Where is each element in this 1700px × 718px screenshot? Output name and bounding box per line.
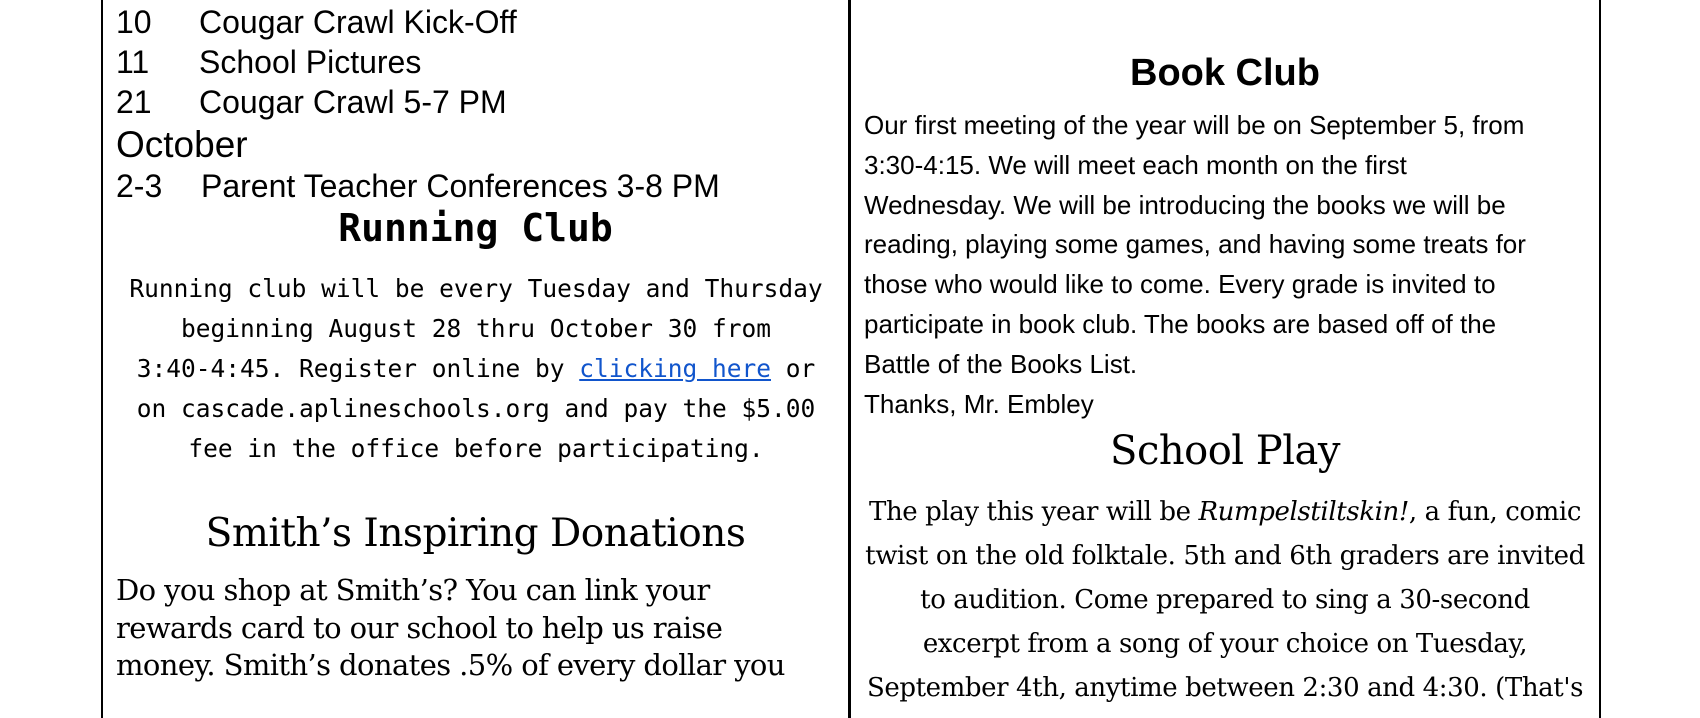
school-play-heading: School Play	[1110, 428, 1340, 474]
running-club-heading: Running Club	[338, 206, 613, 250]
school-play-line: excerpt from a song of your choice on Tuesday,	[922, 629, 1528, 659]
left-column	[101, 0, 850, 718]
smiths-line: Do you shop at Smith’s? You can link your	[116, 573, 710, 607]
calendar-event-row	[116, 166, 720, 206]
calendar-event-row	[116, 82, 507, 122]
clicking-here-link[interactable]: clicking here	[579, 354, 771, 383]
book-club-text	[864, 106, 1594, 424]
right-column	[850, 0, 1601, 718]
school-play-text	[851, 490, 1599, 710]
book-club-line: those who would like to come. Every grade is invited to	[864, 269, 1496, 300]
school-play-line: twist on the old folktale. 5th and 6th graders are invited	[865, 541, 1585, 571]
running-club-line	[115, 349, 837, 389]
book-club-line: Battle of the Books List.	[864, 348, 1138, 379]
event-day: 2-3	[116, 168, 163, 204]
smiths-text	[116, 572, 846, 685]
calendar-event-row	[116, 42, 422, 82]
running-club-line-text: or	[771, 354, 816, 383]
book-club-line: participate in book club. The books are based off of the	[864, 308, 1497, 339]
calendar-event-row	[116, 2, 517, 42]
calendar-list	[116, 2, 720, 206]
event-title: Cougar Crawl 5-7 PM	[199, 84, 507, 120]
running-club-line: on cascade.aplineschools.org and pay the $5.00	[136, 394, 816, 423]
book-club-line: Wednesday. We will be introducing the books we will be	[864, 189, 1506, 220]
running-club-line: Running club will be every Tuesday and Thursday	[129, 274, 823, 303]
event-title: Parent Teacher Conferences 3-8 PM	[201, 168, 720, 204]
running-club-line: fee in the office before participating.	[188, 434, 764, 463]
calendar-month-heading: October	[116, 124, 248, 165]
play-title-italic: Rumpelstiltskin!	[1198, 497, 1409, 527]
school-play-line: to audition. Come prepared to sing a 30-second	[920, 585, 1530, 615]
event-day: 10	[116, 4, 152, 40]
book-club-line: Our first meeting of the year will be on September 5, from	[864, 110, 1525, 140]
smiths-line: money. Smith’s donates .5% of every dollar you	[116, 648, 785, 682]
school-play-line-text: The play this year will be	[869, 497, 1199, 527]
book-club-line: reading, playing some games, and having some treats for	[864, 229, 1526, 260]
running-club-line-text: 3:40-4:45. Register online by	[136, 354, 580, 383]
school-play-line: September 4th, anytime between 2:30 and 4:30. (That's	[866, 673, 1584, 703]
book-club-heading: Book Club	[1130, 52, 1320, 94]
book-club-line: 3:30-4:15. We will meet each month on the first	[864, 149, 1407, 180]
running-club-text	[115, 269, 837, 469]
running-club-line: beginning August 28 thru October 30 from	[180, 314, 771, 343]
book-club-signature: Thanks, Mr. Embley	[864, 388, 1094, 419]
event-title: Cougar Crawl Kick-Off	[199, 4, 517, 40]
event-day: 11	[116, 44, 150, 80]
school-play-line	[851, 490, 1599, 534]
event-day: 21	[116, 84, 152, 120]
smiths-heading: Smith’s Inspiring Donations	[205, 511, 746, 556]
school-play-line-text: , a fun, comic	[1408, 497, 1581, 527]
smiths-line: rewards card to our school to help us raise	[116, 610, 723, 645]
event-title: School Pictures	[199, 44, 422, 80]
